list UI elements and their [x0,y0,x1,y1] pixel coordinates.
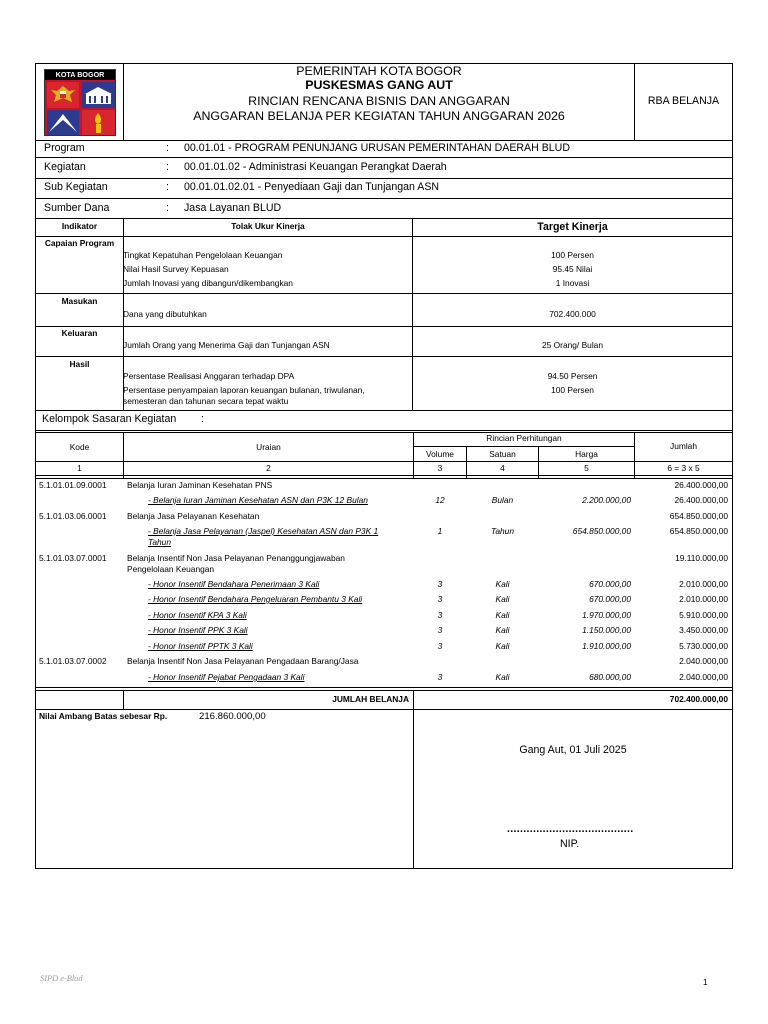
header-government: PEMERINTAH KOTA BOGOR [296,64,462,78]
masukan-target: 702.400.000 [549,309,596,319]
logo-palace-quadrant [82,82,115,108]
divider [413,690,414,869]
row-jumlah: 19.110.000,00 [675,553,728,563]
divider [35,461,733,462]
row-harga: 2.200.000,00 [582,495,631,505]
row-harga: 670.000,00 [589,579,631,589]
keluaran-target: 25 Orang/ Bulan [542,340,603,350]
row-jumlah: 2.010.000,00 [679,579,728,589]
col-number: 6 = 3 x 5 [667,463,700,473]
ambang-label: Nilai Ambang Batas sebesar Rp. [39,711,168,721]
kinerja-col-target: Target Kinerja [537,221,608,233]
row-kode: 5.1.01.03.07.0001 [39,553,107,563]
hasil-target: 100 Persen [551,385,594,395]
divider [35,432,733,433]
row-harga: 1.970.000,00 [582,610,631,620]
row-jumlah: 2.040.000,00 [679,672,728,682]
row-harga: 1.150.000,00 [582,625,631,635]
row-uraian-item-cont: Tahun [148,537,171,547]
row-harga: 670.000,00 [589,594,631,604]
logo-text: KOTA BOGOR [45,70,115,80]
divider [35,293,733,294]
divider [35,356,733,357]
info-kegiatan-value: 00.01.01.02 - Administrasi Keuangan Perangkat Daerah [184,161,447,173]
row-uraian-item: - Honor Insentif Pejabat Pengadaan 3 Kali [148,672,305,682]
row-uraian-item: - Belanja Iuran Jaminan Kesehatan ASN dan P3K 12 Bulan [148,495,368,505]
kota-bogor-logo [44,69,116,136]
masukan-label: Masukan [61,296,98,306]
row-uraian: Belanja Jasa Pelayanan Kesehatan [127,511,260,521]
divider [35,140,733,141]
divider [35,218,733,219]
info-kegiatan-label: Kegiatan [44,161,86,173]
row-harga: 680.000,00 [589,672,631,682]
row-jumlah: 654.850.000,00 [669,511,728,521]
hasil-tolak: Persentase Realisasi Anggaran terhadap DPA [123,371,295,381]
capaian-tolak: Nilai Hasil Survey Kepuasan [123,264,229,274]
divider [35,475,733,476]
row-jumlah: 5.730.000,00 [679,641,728,651]
torch-icon [82,110,115,135]
row-uraian-item: - Belanja Jasa Pelayanan (Jaspel) Kesehatan ASN dan P3K 1 [148,526,379,536]
row-jumlah: 654.850.000,00 [669,526,728,536]
keluaran-tolak: Jumlah Orang yang Menerima Gaji dan Tunjangan ASN [123,340,330,350]
info-program-value: 00.01.01 - PROGRAM PENUNJANG URUSAN PEMERINTAHAN DAERAH BLUD [184,142,570,154]
rincian-col-volume: Volume [426,449,454,459]
row-volume: 3 [437,610,443,620]
palace-icon [82,82,115,108]
rincian-col-jumlah: Jumlah [670,441,697,451]
capaian-target: 95.45 Nilai [552,264,593,274]
hasil-tolak-cont: semesteran dan tahunan secara tepat waktu [123,396,289,406]
divider [35,178,733,179]
mountain-icon [47,110,79,135]
keluaran-label: Keluaran [61,328,98,338]
row-jumlah: 26.400.000,00 [674,495,728,505]
info-colon: : [166,181,169,193]
divider [35,687,733,688]
ambang-value: 216.860.000,00 [199,711,266,722]
divider [35,430,733,431]
row-harga: 654.850.000,00 [572,526,631,536]
row-uraian: Belanja Iuran Jaminan Kesehatan PNS [127,480,273,490]
frame-bottom [35,868,733,869]
watermark: SIPD e-Blud [40,974,83,983]
signature-line: ....................................... [507,823,634,835]
row-jumlah: 5.910.000,00 [679,610,728,620]
rincian-col-perhitungan: Rincian Perhitungan [486,433,562,443]
capaian-tolak: Jumlah Inovasi yang dibangun/dikembangkan [123,278,293,288]
row-uraian-item: - Honor Insentif PPTK 3 Kali [148,641,253,651]
row-volume: 3 [437,579,443,589]
header-institution: PUSKESMAS GANG AUT [305,78,453,92]
doc-type-label: RBA BELANJA [647,95,720,107]
rincian-col-kode: Kode [69,442,90,452]
kelompok-sasaran-label: Kelompok Sasaran Kegiatan [42,413,177,425]
row-uraian-item: - Honor Insentif Bendahara Pengeluaran Pembantu 3 Kali [148,594,363,604]
row-volume: 3 [437,672,443,682]
hasil-label: Hasil [69,359,90,369]
row-volume: 3 [437,641,443,651]
info-colon: : [166,161,169,173]
row-jumlah: 26.400.000,00 [674,480,728,490]
row-volume: 3 [437,594,443,604]
row-satuan: Kali [495,672,510,682]
row-volume: 3 [437,625,443,635]
garuda-icon [47,82,79,108]
header-document-title: RINCIAN RENCANA BISNIS DAN ANGGARAN [248,94,510,108]
row-jumlah: 3.450.000,00 [679,625,728,635]
row-uraian-item: - Honor Insentif Bendahara Penerimaan 3 Kali [148,579,320,589]
divider [35,198,733,199]
row-satuan: Kali [495,579,510,589]
nip-label: NIP. [560,838,580,850]
info-colon: : [166,202,169,214]
row-satuan: Tahun [491,526,514,536]
rincian-col-satuan: Satuan [489,449,516,459]
frame-right [732,63,733,869]
col-number: 1 [77,463,82,473]
row-satuan: Bulan [491,495,514,505]
masukan-tolak: Dana yang dibutuhkan [123,309,207,319]
page-number: 1 [703,977,708,987]
row-harga: 1.910.000,00 [582,641,631,651]
row-satuan: Kali [495,625,510,635]
total-value: 702.400.000,00 [669,694,728,704]
kinerja-col-indikator: Indikator [61,221,98,231]
capaian-target: 100 Persen [551,250,594,260]
kinerja-col-tolak: Tolak Ukur Kinerja [231,221,305,231]
row-satuan: Kali [495,594,510,604]
row-kode: 5.1.01.01.09.0001 [39,480,107,490]
divider [413,446,634,447]
divider [35,690,733,691]
row-satuan: Kali [495,641,510,651]
capaian-target: 1 Inovasi [555,278,590,288]
row-uraian: Belanja Insentif Non Jasa Pelayanan Penanggungjawaban [127,553,345,563]
col-number: 5 [584,463,589,473]
hasil-target: 94.50 Persen [547,371,598,381]
row-satuan: Kali [495,610,510,620]
info-subkegiatan-value: 00.01.01.02.01 - Penyediaan Gaji dan Tunjangan ASN [184,181,440,193]
hasil-tolak: Persentase penyampaian laporan keuangan bulanan, triwulanan, [123,385,365,395]
sign-place-date: Gang Aut, 01 Juli 2025 [519,744,627,756]
info-sumberdana-value: Jasa Layanan BLUD [184,202,282,214]
divider [35,709,733,710]
divider [35,410,733,411]
rincian-col-harga: Harga [575,449,598,459]
total-label: JUMLAH BELANJA [332,694,409,704]
row-uraian-item: - Honor Insentif PPK 3 Kali [148,625,248,635]
row-uraian-cont: Pengelolaan Keuangan [127,564,215,574]
row-jumlah: 2.040.000,00 [679,656,728,666]
col-number: 4 [500,463,505,473]
kelompok-sasaran-colon: : [201,413,204,425]
col-number: 3 [437,463,443,473]
info-program-label: Program [44,142,85,154]
rincian-col-uraian: Uraian [256,442,281,452]
capaian-tolak: Tingkat Kepatuhan Pengelolaan Keuangan [123,250,283,260]
info-colon: : [166,142,169,154]
logo-torch-quadrant [82,110,115,135]
row-uraian: Belanja Insentif Non Jasa Pelayanan Pengadaan Barang/Jasa [127,656,359,666]
row-volume: 12 [435,495,445,505]
divider [35,236,733,237]
row-volume: 1 [437,526,443,536]
row-jumlah: 2.010.000,00 [679,594,728,604]
row-uraian-item: - Honor Insentif KPA 3 Kali [148,610,247,620]
row-kode: 5.1.01.03.07.0002 [39,656,107,666]
capaian-label: Capaian Program [44,238,115,248]
divider [35,157,733,158]
info-sumberdana-label: Sumber Dana [44,202,110,214]
logo-mountain-quadrant [47,110,79,135]
row-kode: 5.1.01.03.06.0001 [39,511,107,521]
col-number: 2 [266,463,271,473]
divider [35,326,733,327]
header-document-subtitle: ANGGARAN BELANJA PER KEGIATAN TAHUN ANGGARAN 2026 [193,109,565,123]
logo-garuda-quadrant [47,82,79,108]
info-subkegiatan-label: Sub Kegiatan [44,181,108,193]
divider [35,478,733,479]
